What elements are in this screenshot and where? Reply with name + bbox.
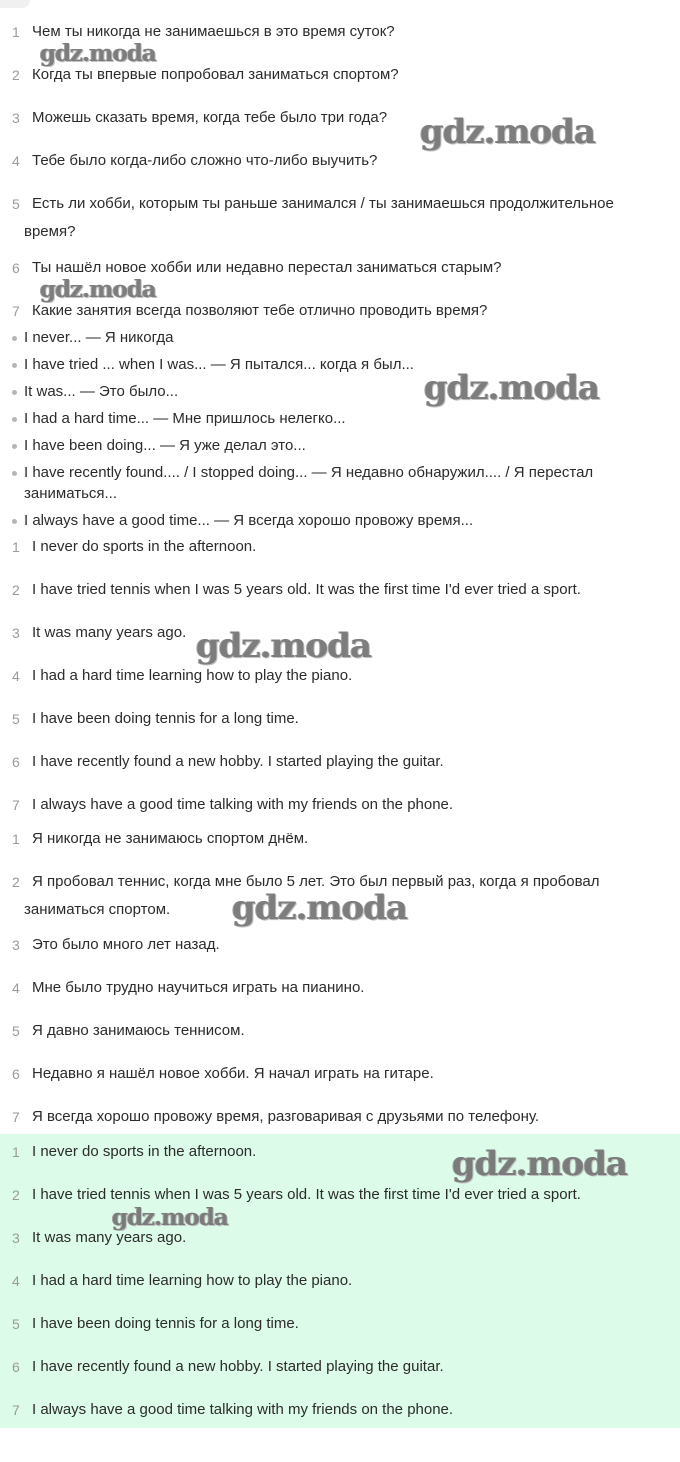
item-text: I have been doing tennis for a long time.	[32, 1315, 299, 1332]
corner-tab	[0, 0, 30, 8]
item-text: I had a hard time learning how to play the piano.	[32, 667, 353, 684]
item-text: Я пробовал теннис, когда мне было 5 лет. Это был первый раз, когда я пробовал	[32, 873, 600, 890]
item-text: I always have a good time talking with my friends on the phone.	[32, 796, 454, 813]
item-text: I never do sports in the afternoon.	[32, 1143, 257, 1160]
phrase-text: I had a hard time... — Мне пришлось нелегко...	[24, 410, 346, 427]
item-text: I have been doing tennis for a long time.	[32, 710, 299, 727]
item-number: 1	[12, 539, 20, 555]
watermark: gdz.moda	[40, 276, 156, 303]
bullet-icon	[12, 390, 17, 395]
item-number: 7	[12, 797, 20, 813]
item-number: 4	[12, 153, 20, 169]
phrase-text: It was... — Это было...	[24, 383, 179, 400]
item-number: 3	[12, 625, 20, 641]
phrase-text-continuation: заниматься...	[24, 485, 118, 502]
watermark: gdz.moda	[196, 626, 372, 666]
item-text: Когда ты впервые попробовал заниматься спортом?	[32, 66, 399, 83]
item-number: 7	[12, 303, 20, 319]
item-number: 6	[12, 1066, 20, 1082]
item-text-continuation: время?	[24, 223, 76, 240]
item-number: 2	[12, 1187, 20, 1203]
bullet-icon	[12, 417, 17, 422]
item-text: I have tried tennis when I was 5 years old. It was the first time I'd ever tried a sport.	[32, 581, 581, 598]
item-text: I always have a good time talking with my friends on the phone.	[32, 1401, 454, 1418]
item-number: 2	[12, 874, 20, 890]
phrase-text: I always have a good time... — Я всегда хорошо провожу время...	[24, 512, 474, 529]
item-text: Какие занятия всегда позволяют тебе отлично проводить время?	[32, 302, 488, 319]
watermark: gdz.moda	[40, 40, 156, 67]
item-text: Я давно занимаюсь теннисом.	[32, 1022, 245, 1039]
item-text: I have tried tennis when I was 5 years old. It was the first time I'd ever tried a sport.	[32, 1186, 581, 1203]
item-text: Чем ты никогда не занимаешься в это время суток?	[32, 23, 395, 40]
item-number: 6	[12, 1359, 20, 1375]
item-number: 1	[12, 24, 20, 40]
item-number: 4	[12, 668, 20, 684]
item-number: 3	[12, 937, 20, 953]
item-text: Это было много лет назад.	[32, 936, 220, 953]
bullet-icon	[12, 363, 17, 368]
item-number: 1	[12, 1144, 20, 1160]
watermark: gdz.moda	[424, 368, 600, 408]
item-text: Можешь сказать время, когда тебе было три года?	[32, 109, 388, 126]
watermark: gdz.moda	[452, 1144, 628, 1184]
item-text: Есть ли хобби, которым ты раньше занимался / ты занимаешься продолжительное	[32, 195, 614, 212]
item-text: It was many years ago.	[32, 1229, 187, 1246]
phrase-text: I have recently found.... / I stopped doing... — Я недавно обнаружил.... / Я перестал	[24, 464, 594, 481]
item-text: I had a hard time learning how to play the piano.	[32, 1272, 353, 1289]
item-text: Я всегда хорошо провожу время, разговаривая с друзьями по телефону.	[32, 1108, 540, 1125]
item-number: 5	[12, 1316, 20, 1332]
item-number: 7	[12, 1402, 20, 1418]
phrase-text: I have been doing... — Я уже делал это...	[24, 437, 306, 454]
watermark: gdz.moda	[420, 112, 596, 152]
item-number: 3	[12, 1230, 20, 1246]
watermark: gdz.moda	[112, 1204, 228, 1231]
bullet-icon	[12, 471, 17, 476]
item-number: 7	[12, 1109, 20, 1125]
item-text-continuation: заниматься спортом.	[24, 901, 171, 918]
item-number: 4	[12, 1273, 20, 1289]
item-number: 3	[12, 110, 20, 126]
item-text: Мне было трудно научиться играть на пианино.	[32, 979, 365, 996]
item-text: Я никогда не занимаюсь спортом днём.	[32, 830, 309, 847]
item-number: 6	[12, 754, 20, 770]
item-number: 1	[12, 831, 20, 847]
item-text: I never do sports in the afternoon.	[32, 538, 257, 555]
item-text: It was many years ago.	[32, 624, 187, 641]
item-number: 2	[12, 67, 20, 83]
item-number: 2	[12, 582, 20, 598]
phrase-text: I have tried ... when I was... — Я пытался... когда я был...	[24, 356, 414, 373]
item-number: 6	[12, 260, 20, 276]
item-text: Ты нашёл новое хобби или недавно перестал заниматься старым?	[32, 259, 502, 276]
bullet-icon	[12, 444, 17, 449]
item-text: Недавно я нашёл новое хобби. Я начал играть на гитаре.	[32, 1065, 434, 1082]
watermark: gdz.moda	[232, 888, 408, 928]
item-text: Тебе было когда-либо сложно что-либо выучить?	[32, 152, 378, 169]
item-text: I have recently found a new hobby. I started playing the guitar.	[32, 753, 444, 770]
item-number: 5	[12, 1023, 20, 1039]
bullet-icon	[12, 519, 17, 524]
item-number: 4	[12, 980, 20, 996]
item-number: 5	[12, 711, 20, 727]
item-text: I have recently found a new hobby. I started playing the guitar.	[32, 1358, 444, 1375]
item-number: 5	[12, 196, 20, 212]
phrase-text: I never... — Я никогда	[24, 329, 174, 346]
bullet-icon	[12, 336, 17, 341]
